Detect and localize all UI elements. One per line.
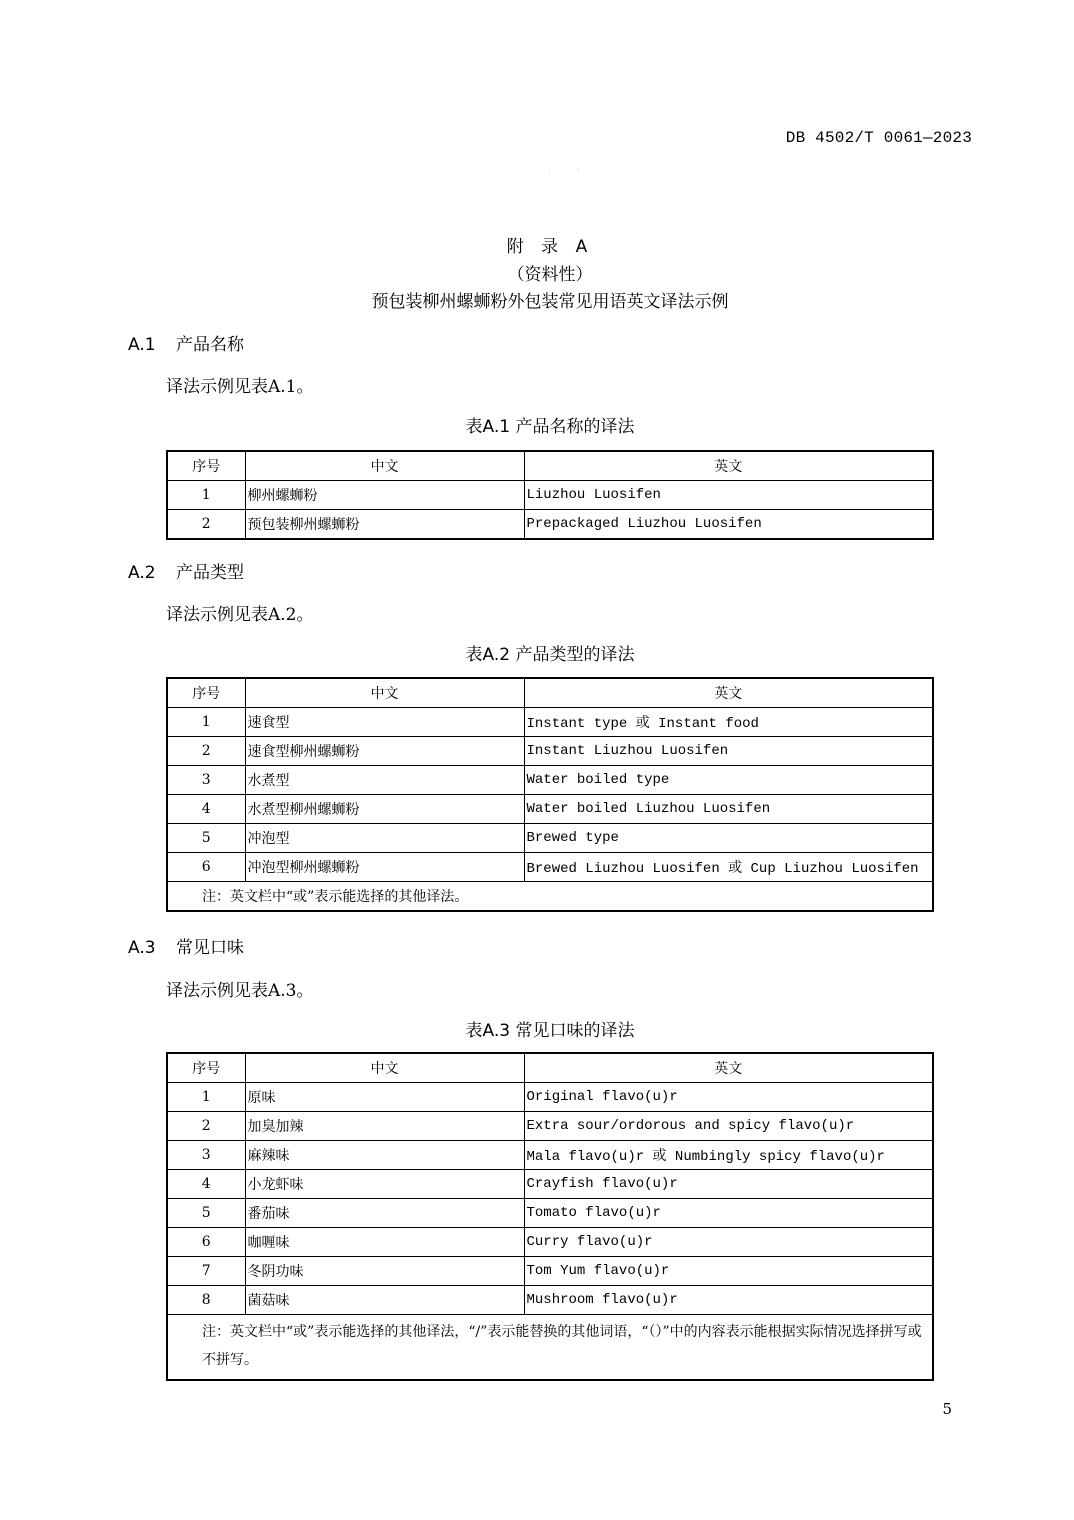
- row-en: Prepackaged Liuzhou Luosifen: [524, 510, 933, 540]
- row-zh: 菌菇味: [245, 1286, 524, 1315]
- section-number: A.3: [128, 938, 156, 958]
- header-en: 英文: [524, 678, 933, 708]
- table-caption-a1: 表A.1 产品名称的译法: [465, 417, 635, 437]
- appendix-main-title: 预包装柳州螺蛳粉外包装常见用语英文译法示例: [371, 292, 729, 312]
- row-num: 6: [167, 853, 245, 882]
- table-row: [167, 1199, 933, 1228]
- section-text-a2: 译法示例见表A.2。: [166, 605, 314, 625]
- section-title: 产品类型: [176, 563, 244, 583]
- row-zh: 小龙虾味: [245, 1170, 524, 1199]
- row-zh: 速食型柳州螺蛳粉: [245, 737, 524, 766]
- table-row: [167, 1170, 933, 1199]
- row-num: 3: [167, 766, 245, 795]
- table-row: [167, 1257, 933, 1286]
- section-title: 产品名称: [176, 335, 244, 355]
- table-row: [167, 1141, 933, 1170]
- row-num: 2: [167, 1112, 245, 1141]
- table-caption-a3: 表A.3 常见口味的译法: [465, 1021, 635, 1041]
- row-zh: 冲泡型: [245, 824, 524, 853]
- row-num: 4: [167, 1170, 245, 1199]
- appendix-title: 附 录 A: [506, 237, 594, 257]
- row-en: Liuzhou Luosifen: [524, 481, 933, 510]
- table-row: [167, 766, 933, 795]
- row-en: Original flavo(u)r: [524, 1083, 933, 1112]
- table-row: [167, 481, 933, 510]
- note-text: 英文栏中“或”表示能选择的其他译法。: [230, 889, 469, 905]
- row-num: 2: [167, 510, 245, 540]
- row-zh: 预包装柳州螺蛳粉: [245, 510, 524, 540]
- table-row: [167, 1228, 933, 1257]
- table-row: [167, 824, 933, 853]
- header-en: 英文: [524, 451, 933, 481]
- table-row: [167, 1112, 933, 1141]
- header-num: 序号: [167, 451, 245, 481]
- page-number: 5: [942, 1400, 952, 1418]
- section-heading-a1: [128, 330, 244, 355]
- row-zh: 水煮型柳州螺蛳粉: [245, 795, 524, 824]
- row-en: Brewed type: [524, 824, 933, 853]
- table-header-row: [167, 678, 933, 708]
- section-number: A.1: [128, 335, 156, 355]
- table-note: [167, 882, 933, 912]
- row-num: 6: [167, 1228, 245, 1257]
- row-zh: 番茄味: [245, 1199, 524, 1228]
- note-text: 英文栏中“或”表示能选择的其他译法，“/”表示能替换的其他词语，“（）”中的内容表示能根据实际情况选择拼写或不拼写。: [202, 1324, 922, 1368]
- row-en: Mala flavo(u)r 或 Numbingly spicy flavo(u)r: [524, 1141, 933, 1170]
- row-num: 1: [167, 708, 245, 737]
- header-zh: 中文: [245, 678, 524, 708]
- note-label: 注：: [202, 889, 230, 905]
- header-zh: 中文: [245, 1053, 524, 1083]
- header-num: 序号: [167, 678, 245, 708]
- row-en: Water boiled type: [524, 766, 933, 795]
- table-row: [167, 510, 933, 540]
- section-title: 常见口味: [176, 938, 244, 958]
- row-num: 2: [167, 737, 245, 766]
- table-note-row: [167, 882, 933, 912]
- table-note: [167, 1315, 933, 1381]
- row-en: Tom Yum flavo(u)r: [524, 1257, 933, 1286]
- row-zh: 柳州螺蛳粉: [245, 481, 524, 510]
- section-number: A.2: [128, 563, 156, 583]
- row-en: Crayfish flavo(u)r: [524, 1170, 933, 1199]
- section-text-a1: 译法示例见表A.1。: [166, 377, 314, 397]
- table-a3: [166, 1052, 934, 1381]
- section-heading-a2: [128, 558, 244, 583]
- document-code: DB 4502/T 0061—2023: [785, 129, 972, 147]
- row-zh: 咖喱味: [245, 1228, 524, 1257]
- header-en: 英文: [524, 1053, 933, 1083]
- header-zh: 中文: [245, 451, 524, 481]
- table-a1: [166, 450, 934, 540]
- row-en: Extra sour/ordorous and spicy flavo(u)r: [524, 1112, 933, 1141]
- row-zh: 冬阴功味: [245, 1257, 524, 1286]
- row-num: 8: [167, 1286, 245, 1315]
- row-num: 3: [167, 1141, 245, 1170]
- note-label: 注：: [202, 1324, 230, 1340]
- table-a2: [166, 677, 934, 912]
- table-row: [167, 737, 933, 766]
- table-header-row: [167, 451, 933, 481]
- table-row: [167, 1286, 933, 1315]
- row-zh: 水煮型: [245, 766, 524, 795]
- table-row: [167, 853, 933, 882]
- row-num: 1: [167, 481, 245, 510]
- header-num: 序号: [167, 1053, 245, 1083]
- row-zh: 原味: [245, 1083, 524, 1112]
- row-en: Water boiled Liuzhou Luosifen: [524, 795, 933, 824]
- row-zh: 加臭加辣: [245, 1112, 524, 1141]
- table-row: [167, 795, 933, 824]
- row-zh: 速食型: [245, 708, 524, 737]
- table-note-row: [167, 1315, 933, 1381]
- row-en: Tomato flavo(u)r: [524, 1199, 933, 1228]
- row-en: Curry flavo(u)r: [524, 1228, 933, 1257]
- row-zh: 麻辣味: [245, 1141, 524, 1170]
- row-en: Mushroom flavo(u)r: [524, 1286, 933, 1315]
- table-row: [167, 708, 933, 737]
- table-header-row: [167, 1053, 933, 1083]
- section-text-a3: 译法示例见表A.3。: [166, 981, 314, 1001]
- row-en: Instant type 或 Instant food: [524, 708, 933, 737]
- row-num: 1: [167, 1083, 245, 1112]
- row-en: Instant Liuzhou Luosifen: [524, 737, 933, 766]
- table-row: [167, 1083, 933, 1112]
- row-num: 5: [167, 824, 245, 853]
- section-heading-a3: [128, 933, 244, 958]
- row-num: 4: [167, 795, 245, 824]
- header-dots: · ·: [548, 166, 592, 175]
- appendix-subtitle: （资料性）: [507, 265, 593, 285]
- table-caption-a2: 表A.2 产品类型的译法: [465, 645, 635, 665]
- row-num: 5: [167, 1199, 245, 1228]
- row-en: Brewed Liuzhou Luosifen 或 Cup Liuzhou Luosifen: [524, 853, 933, 882]
- row-num: 7: [167, 1257, 245, 1286]
- row-zh: 冲泡型柳州螺蛳粉: [245, 853, 524, 882]
